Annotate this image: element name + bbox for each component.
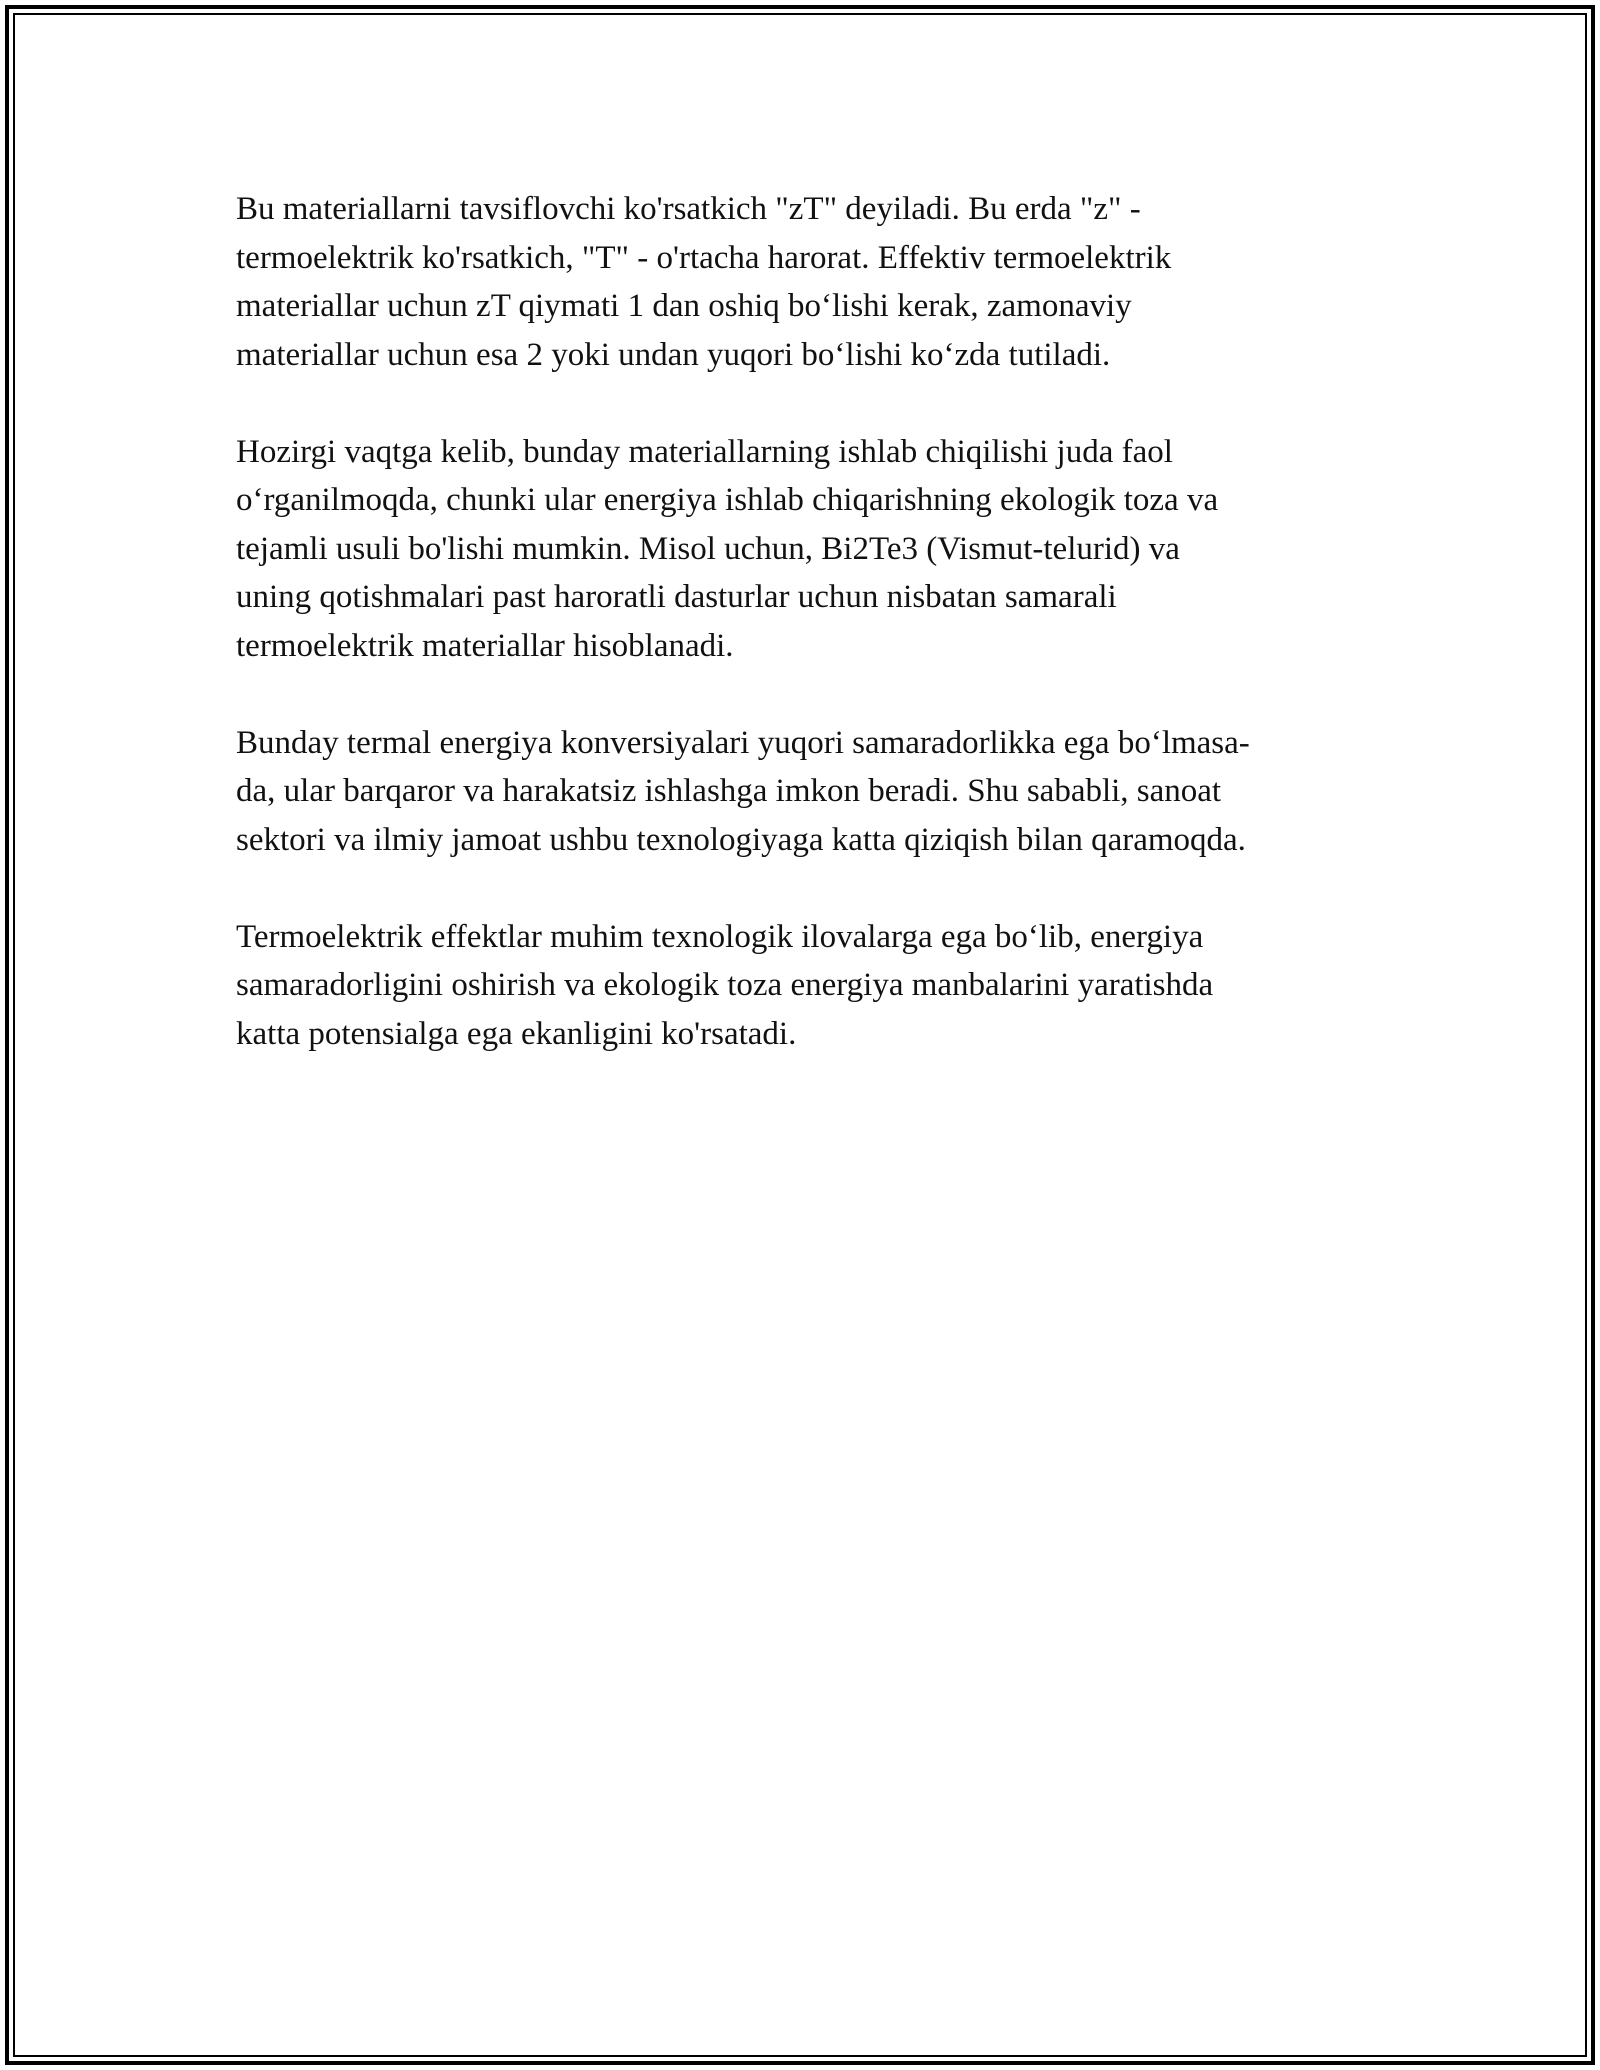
text-line: sektori va ilmiy jamoat ushbu texnologiyaga katta qiziqish bilan qaramoqda. bbox=[236, 821, 1246, 858]
text-line: o‘rganilmoqda, chunki ular energiya ishlab chiqarishning ekologik toza va bbox=[236, 482, 1219, 518]
paragraph-4 bbox=[236, 913, 1386, 1059]
text-line: samaradorligini oshirish va ekologik toza energiya manbalarini yaratishda bbox=[236, 967, 1214, 1003]
text-line: materiallar uchun zT qiymati 1 dan oshiq bo‘lishi kerak, zamonaviy bbox=[236, 288, 1132, 324]
paragraph-3 bbox=[236, 719, 1386, 865]
text-line: uning qotishmalari past haroratli dasturlar uchun nisbatan samarali bbox=[236, 579, 1117, 615]
text-line: Bu materiallarni tavsiflovchi ko'rsatkich "zT" deyiladi. Bu erda "z" - bbox=[236, 191, 1141, 227]
paragraph-2 bbox=[236, 428, 1386, 671]
text-line: Termoelektrik effektlar muhim texnologik ilovalarga ega bo‘lib, energiya bbox=[236, 918, 1204, 955]
text-line: termoelektrik materiallar hisoblanadi. bbox=[236, 627, 734, 664]
text-line: termoelektrik ko'rsatkich, "T" - o'rtacha harorat. Effektiv termoelektrik bbox=[236, 239, 1172, 276]
text-line: Bunday termal energiya konversiyalari yuqori samaradorlikka ega bo‘lmasa- bbox=[236, 724, 1250, 761]
document-body bbox=[236, 185, 1386, 1107]
text-line: Hozirgi vaqtga kelib, bunday materiallarning ishlab chiqilishi juda faol bbox=[236, 433, 1173, 470]
text-line: tejamli usuli bo'lishi mumkin. Misol uchun, Bi2Te3 (Vismut-telurid) va bbox=[236, 530, 1180, 567]
text-line: katta potensialga ega ekanligini ko'rsatadi. bbox=[236, 1015, 797, 1052]
text-line: da, ular barqaror va harakatsiz ishlashga imkon beradi. Shu sababli, sanoat bbox=[236, 773, 1222, 809]
paragraph-1 bbox=[236, 185, 1386, 379]
text-line: materiallar uchun esa 2 yoki undan yuqori bo‘lishi ko‘zda tutiladi. bbox=[236, 336, 1111, 373]
